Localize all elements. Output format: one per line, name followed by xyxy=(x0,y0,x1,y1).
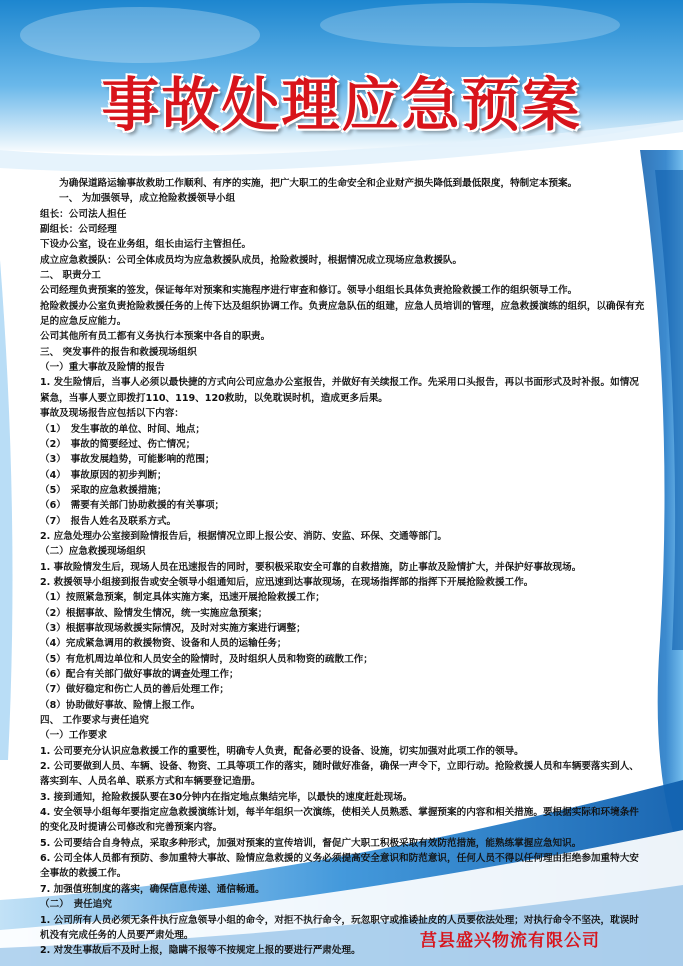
text-line: 5. 公司要结合自身特点，采取多种形式，加强对预案的宣传培训，督促广大职工积极采取有效防范措施，能熟练掌握应急知识。 xyxy=(40,837,582,849)
text-line: 为确保道路运输事故救助工作顺利、有序的实施，把广大职工的生命安全和企业财产损失降低到最低限度，特制定本预案。 xyxy=(40,178,578,189)
text-line: 抢险救援办公室负责抢险救援任务的上传下达及组织协调工作。负责应急队伍的组建，应急人员培训的管理，应急救援演练的组织，以确保有充足的应急反应能力。 xyxy=(40,300,645,328)
text-line: 6. 公司全体人员都有预防、参加重特大事故、险情应急救援的义务必须提高安全意识和防范意识，任何人员不得以任何理由拒绝参加重特大安全事故的救援工作。 xyxy=(40,853,639,880)
text-line: （4）完成紧急调用的救援物资、设备和人员的运输任务； xyxy=(40,638,287,650)
company-name: 莒县盛兴物流有限公司 xyxy=(420,931,600,951)
text-line: 1. 发生险情后，当事人必须以最快捷的方式向公司应急办公室报告，并做好有关续报工作。先采用口头报告，再以书面形式及时补报。如情况紧急，当事人要立即拨打110、119、120救助，以免耽误时机，造成更多后果。 xyxy=(40,377,639,404)
text-line: 二、 职责分工 xyxy=(40,270,101,282)
text-line: （5）有危机周边单位和人员安全的险情时，及时组织人员和物资的疏散工作； xyxy=(40,653,373,665)
text-line: 组长：公司法人担任 xyxy=(40,208,127,220)
text-line: （一）工作要求 xyxy=(40,730,108,742)
text-line: 2. 应急处理办公室接到险情报告后，根据情况立即上报公安、消防、安监、环保、交通等部门。 xyxy=(40,530,448,542)
text-line: （5） 采取的应急救援措施； xyxy=(40,484,167,496)
text-line: 4. 安全领导小组每年要指定应急救援演练计划，每半年组织一次演练，使相关人员熟悉、掌握预案的内容和相关措施。要根据实际和环境条件的变化及时提请公司修改和完善预案内容。 xyxy=(40,807,639,834)
text-line: （6）配合有关部门做好事故的调查处理工作； xyxy=(40,669,239,680)
text-line: （3） 事故发展趋势，可能影响的范围； xyxy=(40,454,215,466)
text-line: 1. 公司要充分认识应急救援工作的重要性，明确专人负责，配备必要的设备、设施，切实加强对此项工作的领导。 xyxy=(40,745,524,757)
text-line: （4） 事故原因的初步判断； xyxy=(40,469,167,481)
text-line: （3）根据事故现场救援实际情况，及时对实施方案进行调整； xyxy=(40,622,306,634)
text-line: 下设办公室，设在业务组，组长由运行主管担任。 xyxy=(40,239,252,251)
text-line: （二） 责任追究 xyxy=(40,899,112,911)
text-line: （6） 需要有关部门协助救援的有关事项； xyxy=(40,500,225,512)
text-line: 2. 对发生事故后不及时上报，隐瞒不报等不按规定上报的要进行严肃处理。 xyxy=(40,945,361,957)
plan-body xyxy=(40,176,646,959)
text-line: 公司其他所有员工都有义务执行本预案中各自的职责。 xyxy=(40,331,271,343)
text-line: 2. 救援领导小组接到报告或安全领导小组通知后，应迅速到达事故现场，在现场指挥部的指挥下开展抢险救援工作。 xyxy=(40,576,534,588)
text-line: 公司经理负责预案的签发，保证每年对预案和实施程序进行审查和修订。领导小组组长具体负责抢险救援工作的组织领导工作。 xyxy=(40,285,578,297)
text-line: 7. 加强值班制度的落实，确保信息传递、通信畅通。 xyxy=(40,883,265,895)
text-line: （2）根据事故、险情发生情况，统一实施应急预案； xyxy=(40,607,268,619)
text-line: （7） 报告人姓名及联系方式。 xyxy=(40,515,177,527)
text-line: 三、 突发事件的报告和救援现场组织 xyxy=(40,346,197,358)
text-line: 1. 事故险情发生后，现场人员在迅速报告的同时，要积极采取安全可靠的自救措施，防止事故及险情扩大，并保护好事故现场。 xyxy=(40,561,582,573)
text-line: 事故及现场报告应包括以下内容： xyxy=(40,408,184,420)
text-line: 2. 公司要做到人员、车辆、设备、物资、工具等项工作的落实，随时做好准备，确保一声令下，立即行动。抢险救援人员和车辆要落实到人、落实到车、人员名单、联系方式和车辆要登记造册。 xyxy=(40,761,639,788)
text-line: （8）协助做好事故、险情上报工作。 xyxy=(40,699,201,711)
text-line: （1）按照紧急预案，制定具体实施方案，迅速开展抢险救援工作； xyxy=(40,592,325,604)
text-line: 3. 接到通知，抢险救援队要在30分钟内在指定地点集结完毕，以最快的速度赶赴现场。 xyxy=(40,791,413,803)
text-line: 副组长：公司经理 xyxy=(40,224,117,236)
text-line: （二）应急救援现场组织 xyxy=(40,546,146,558)
text-line: （7）做好稳定和伤亡人员的善后处理工作； xyxy=(40,684,229,696)
text-line: 成立应急救援队：公司全体成员均为应急救援队成员，抢险救援时，根据情况成立现场应急救援队。 xyxy=(40,254,463,266)
text-line: （1） 发生事故的单位、时间、地点； xyxy=(40,423,205,435)
text-line: 四、 工作要求与责任追究 xyxy=(40,715,149,727)
text-line: （一）重大事故及险情的报告 xyxy=(40,362,165,374)
text-line: 1. 公司所有人员必须无条件执行应急领导小组的命令，对拒不执行命令，玩忽职守或推诿扯皮的人员要依法处理；对执行命令不坚决，耽误时机没有完成任务的人员要严肃处理。 xyxy=(40,914,639,941)
text-line: 一、 为加强领导，成立抢险救援领导小组 xyxy=(40,193,236,205)
page-title: 事故处理应急预案 xyxy=(101,71,582,139)
text-line: （2） 事故的简要经过、伤亡情况； xyxy=(40,438,196,450)
